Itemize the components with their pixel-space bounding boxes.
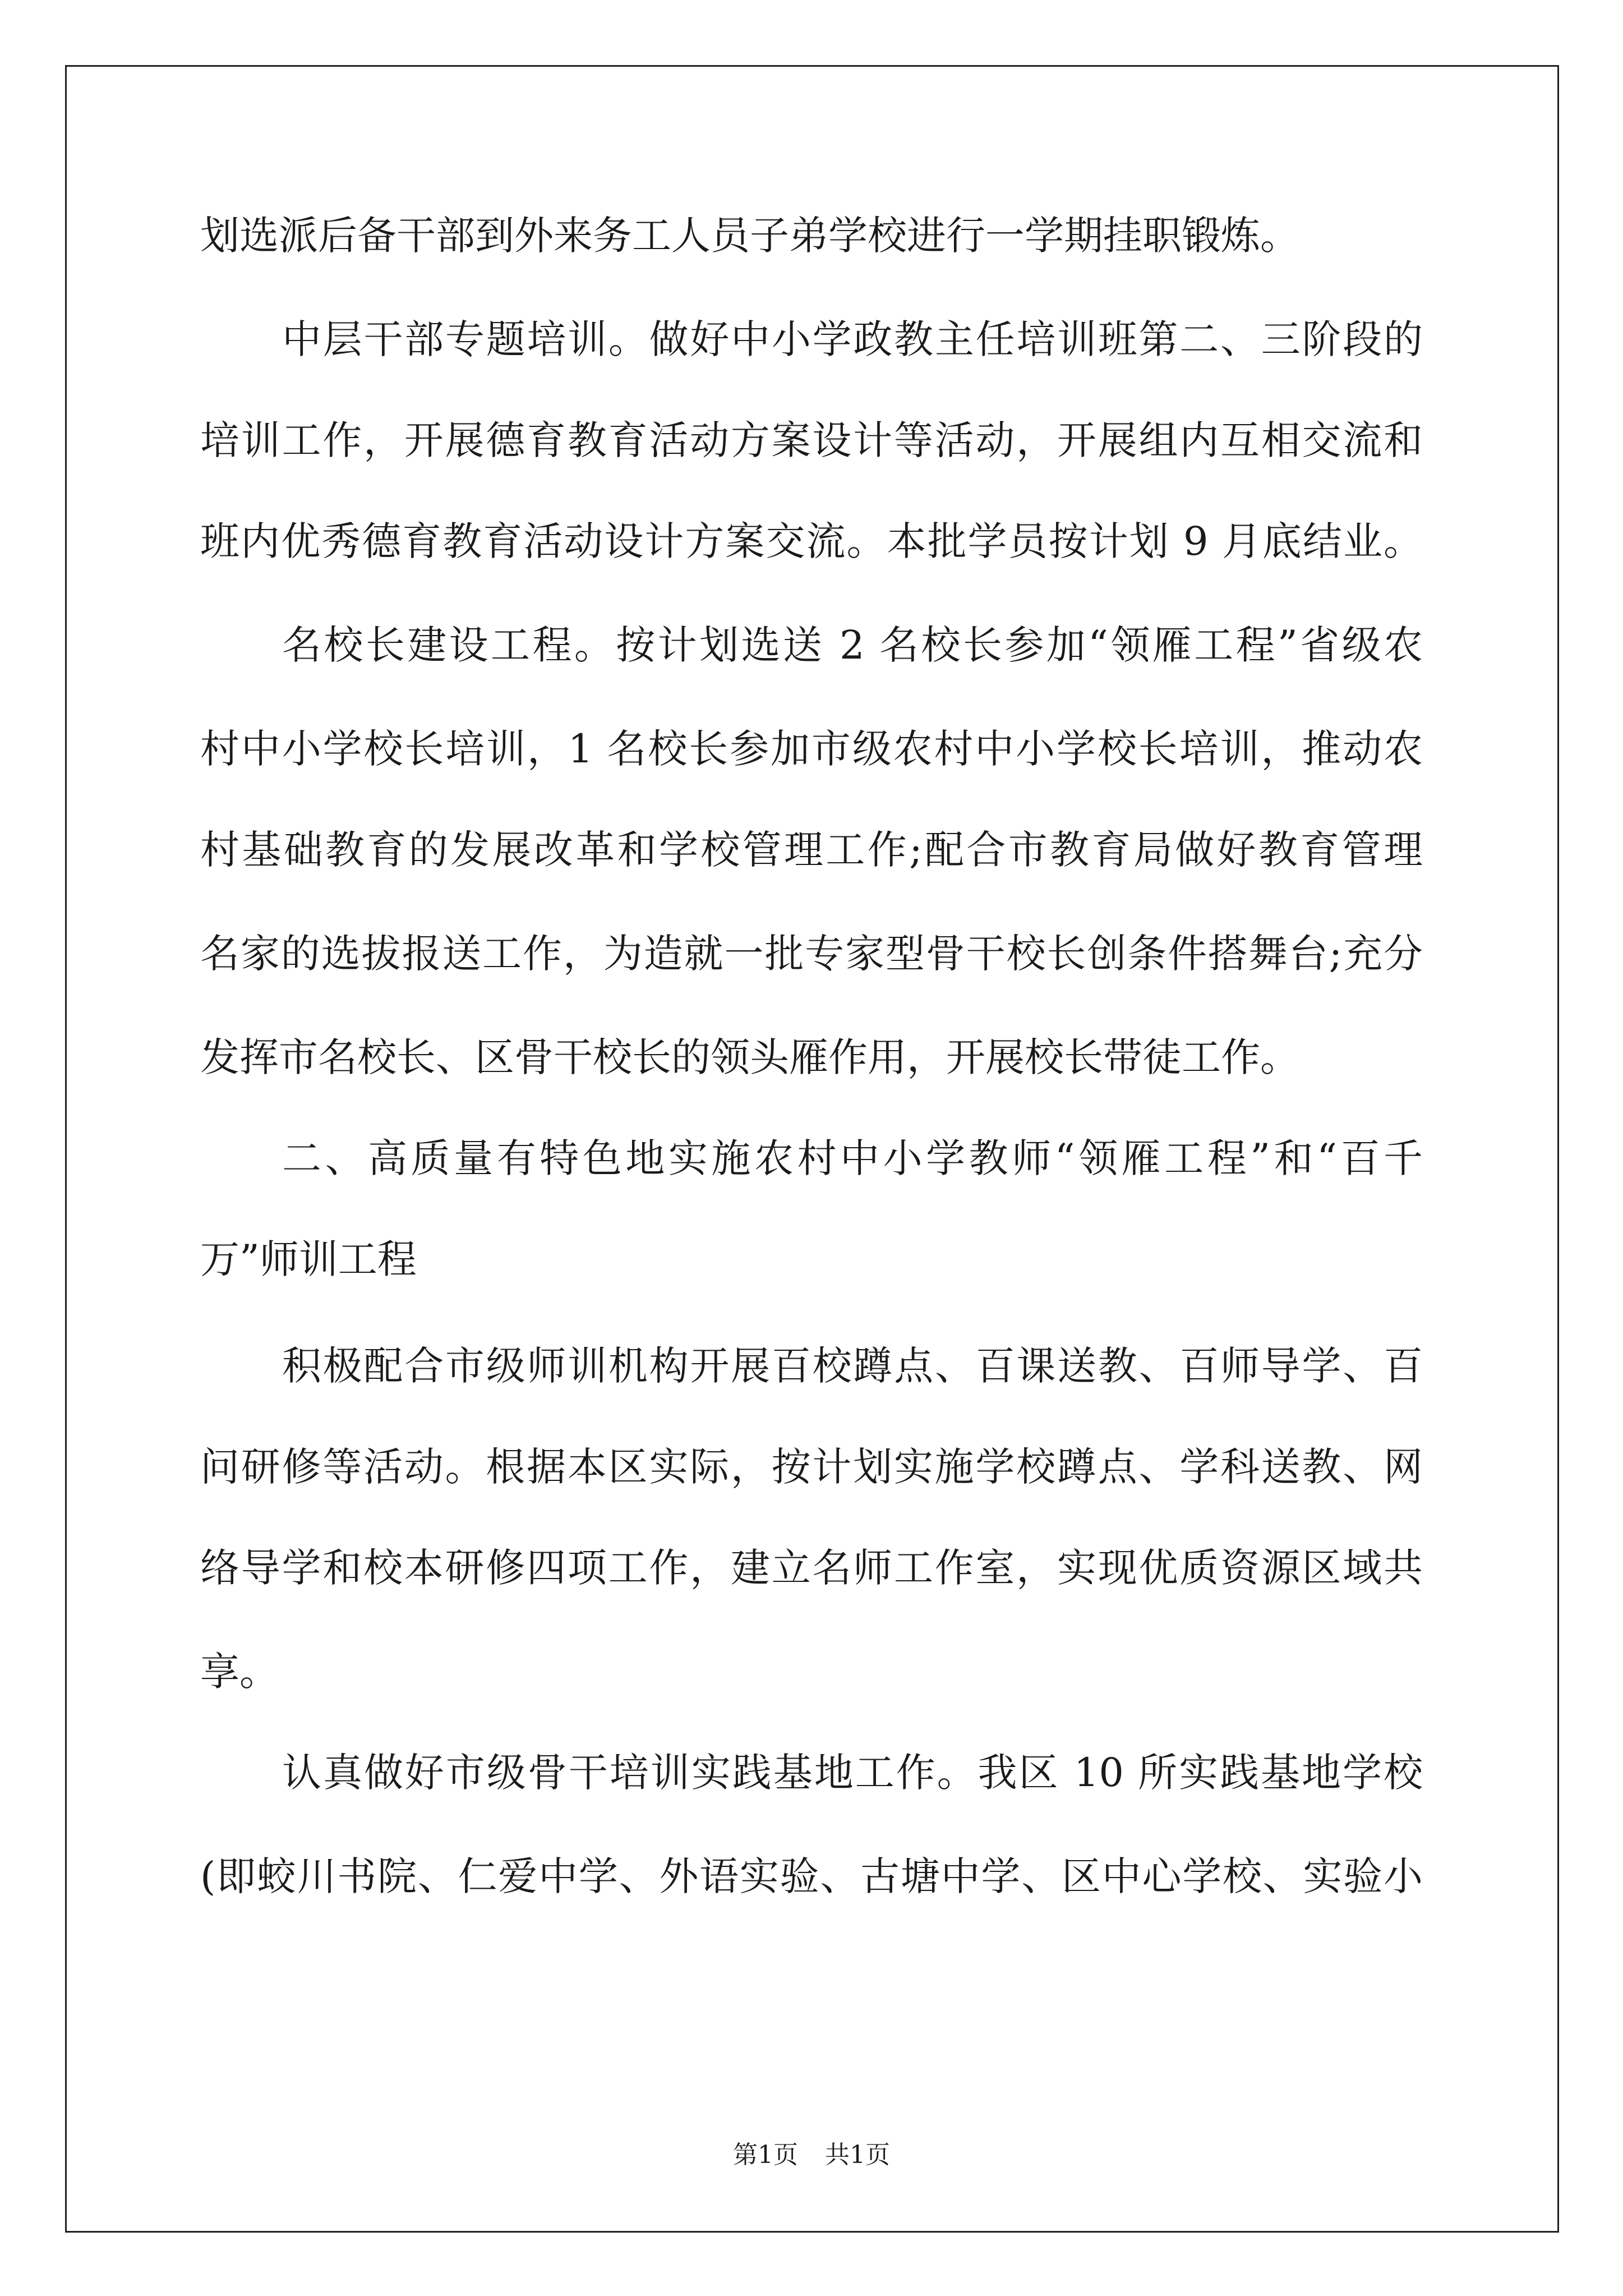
text-line: 培训工作，开展德育教育活动方案设计等活动，开展组内互相交流和 — [200, 417, 1423, 463]
text-line: 名校长建设工程。按计划选送 2 名校长参加“领雁工程”省级农 — [282, 622, 1423, 668]
text-line: 络导学和校本研修四项工作，建立名师工作室，实现优质资源区域共 — [200, 1545, 1423, 1591]
text-line: 积极配合市级师训机构开展百校蹲点、百课送教、百师导学、百 — [282, 1343, 1423, 1389]
text-line: 发挥市名校长、区骨干校长的领头雁作用，开展校长带徒工作。 — [200, 1034, 1299, 1080]
text-line: (即蛟川书院、仁爱中学、外语实验、古塘中学、区中心学校、实验小 — [200, 1853, 1423, 1899]
text-line: 村基础教育的发展改革和学校管理工作;配合市教育局做好教育管理 — [200, 827, 1423, 873]
text-line: 名家的选拔报送工作，为造就一批专家型骨干校长创条件搭舞台;充分 — [200, 931, 1423, 977]
page-total: 共1页 — [825, 2141, 890, 2169]
text-line: 村中小学校长培训，1 名校长参加市级农村中小学校长培训，推动农 — [200, 726, 1423, 772]
text-line: 认真做好市级骨干培训实践基地工作。我区 10 所实践基地学校 — [282, 1750, 1423, 1796]
text-line: 万”师训工程 — [200, 1236, 417, 1282]
page-footer — [0, 2138, 1623, 2172]
text-line: 二、高质量有特色地实施农村中小学教师“领雁工程”和“百千 — [282, 1135, 1423, 1181]
text-line: 问研修等活动。根据本区实际，按计划实施学校蹲点、学科送教、网 — [200, 1444, 1423, 1490]
text-line: 享。 — [200, 1649, 279, 1695]
page-number: 第1页 — [733, 2141, 798, 2169]
text-line: 班内优秀德育教育活动设计方案交流。本批学员按计划 9 月底结业。 — [200, 518, 1423, 564]
text-line: 划选派后备干部到外来务工人员子弟学校进行一学期挂职锻炼。 — [200, 213, 1299, 259]
text-line: 中层干部专题培训。做好中小学政教主任培训班第二、三阶段的 — [282, 316, 1423, 362]
